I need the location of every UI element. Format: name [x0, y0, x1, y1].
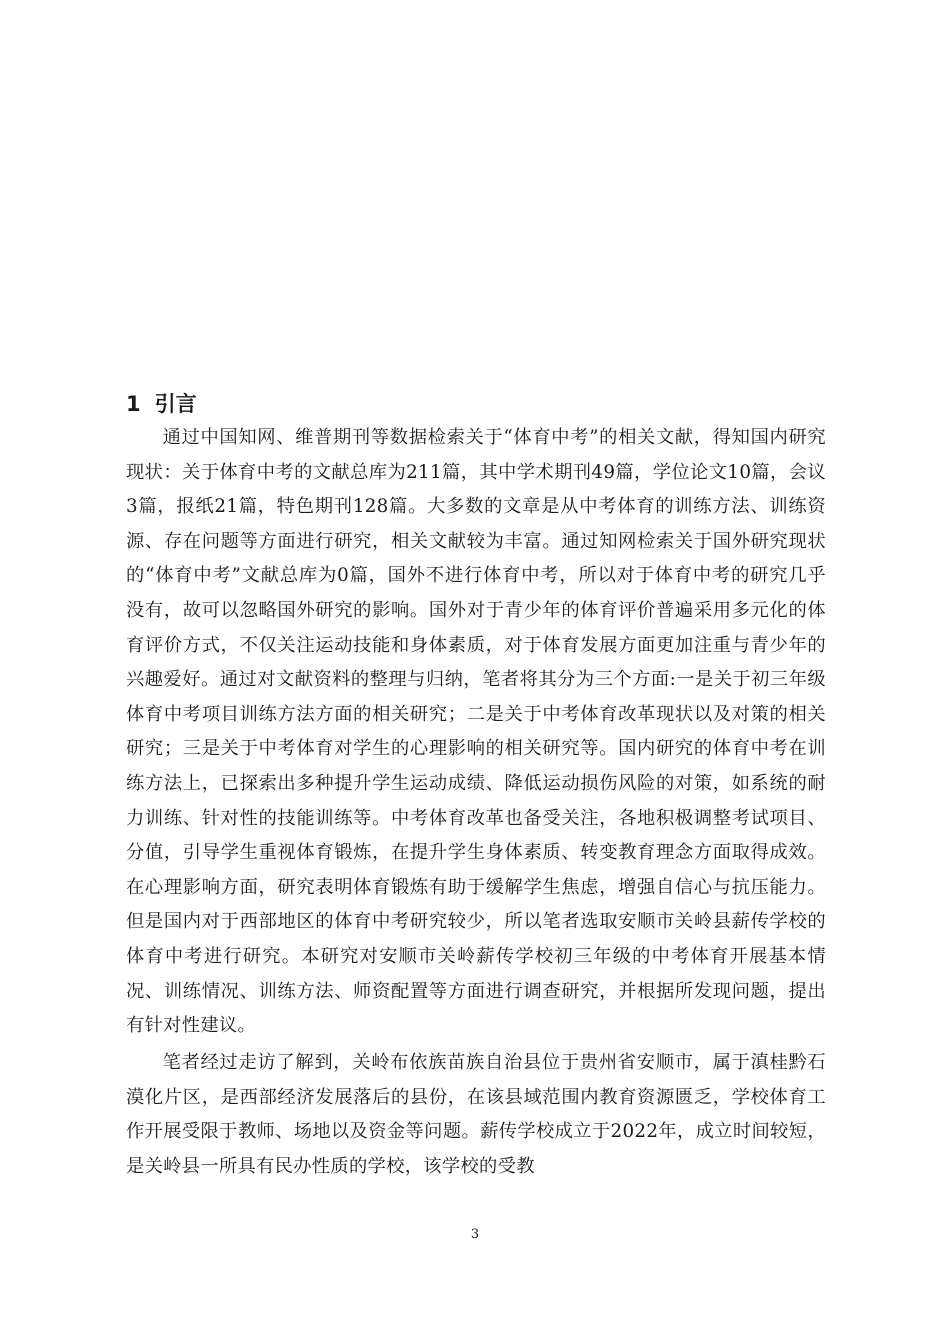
- section-number: 1: [126, 392, 141, 416]
- body-paragraph-2-block: [126, 1046, 826, 1184]
- section-heading: [126, 388, 197, 420]
- page-number: 3: [470, 1227, 480, 1242]
- section-title: 引言: [154, 392, 197, 416]
- body-paragraph: 笔者经过走访了解到，关岭布依族苗族自治县位于贵州省安顺市，属于滇桂黔石漠化片区，是西部经济发展落后的县份，在该县域范围内教育资源匮乏，学校体育工作开展受限于教师、场地以及资金等问题。薪传学校成立于2022年，成立时间较短，是关岭县一所具有民办性质的学校，该学校的受教: [126, 1052, 826, 1177]
- body-paragraph-1-block: [126, 421, 826, 1044]
- body-paragraph: 通过中国知网、维普期刊等数据检索关于“体育中考”的相关文献，得知国内研究现状：关于体育中考的文献总库为211篇，其中学术期刊49篇，学位论文10篇，会议3篇，报纸21篇，特色期刊128篇。大多数的文章是从中考体育的训练方法、训练资源、存在问题等方面进行研究，相关文献较为丰富。通过知网检索关于国外研究现状的“体育中考”文献总库为0篇，国外不进行体育中考，所以对于体育中考的研究几乎没有，故可以忽略国外研究的影响。国外对于青少年的体育评价普遍采用多元化的体育评价方式，不仅关注运动技能和身体素质，对于体育发展方面更加注重与青少年的兴趣爱好。通过对文献资料的整理与归纳，笔者将其分为三个方面:一是关于初三年级体育中考项目训练方法方面的相关研究；二是关于中考体育改革现状以及对策的相关研究；三是关于中考体育对学生的心理影响的相关研究等。国内研究的体育中考在训练方法上，已探索出多种提升学生运动成绩、降低运动损伤风险的对策，如系统的耐力训练、针对性的技能训练等。中考体育改革也备受关注，各地积极调整考试项目、分值，引导学生重视体育锻炼，在提升学生身体素质、转变教育理念方面取得成效。在心理影响方面，研究表明体育锻炼有助于缓解学生焦虑，增强自信心与抗压能力。但是国内对于西部地区的体育中考研究较少，所以笔者选取安顺市关岭县薪传学校的体育中考进行研究。本研究对安顺市关岭薪传学校初三年级的中考体育开展基本情况、训练情况、训练方法、师资配置等方面进行调查研究，并根据所发现问题，提出有针对性建议。: [126, 427, 826, 1037]
